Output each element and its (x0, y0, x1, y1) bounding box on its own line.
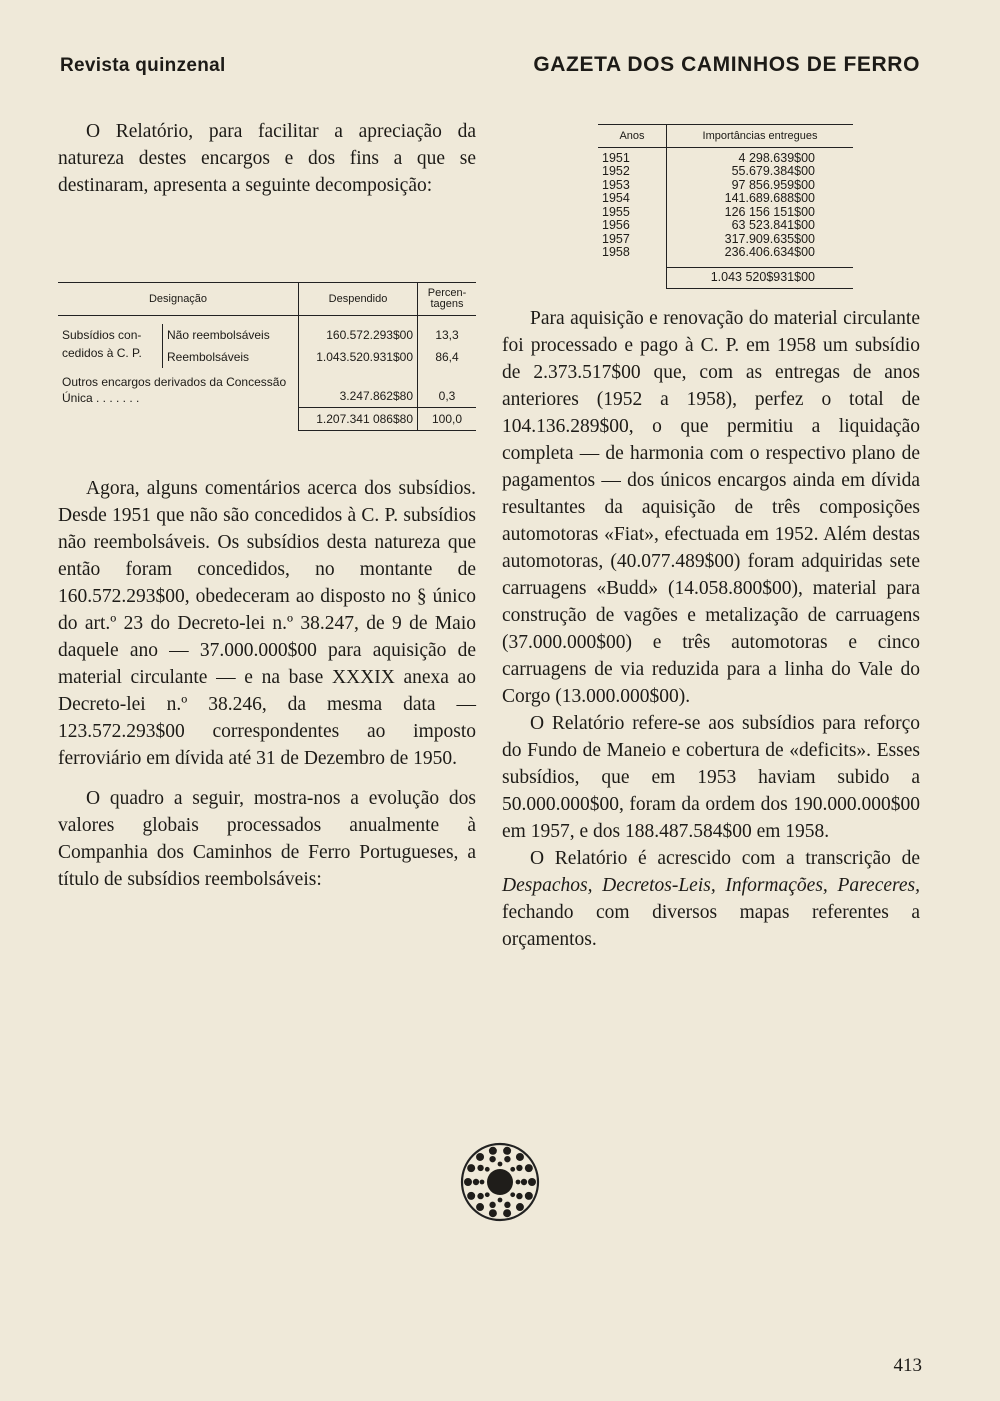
amount-cell: 55.679.384$00 (667, 165, 854, 179)
total-amount: 1.207.341 086$80 (299, 408, 418, 431)
row-amount: 160.572.293$00 (299, 324, 418, 346)
col-importancias: Importâncias entregues (667, 125, 854, 148)
year-cell: 1958 (602, 245, 630, 259)
table-row (598, 246, 853, 260)
intro-paragraph-block (58, 118, 476, 199)
table-row (598, 219, 853, 233)
col-designacao: Designação (58, 283, 299, 316)
page-number: 413 (893, 1355, 922, 1376)
table-row (598, 179, 853, 193)
paragraph: O quadro a seguir, mostra-nos a evolução dos valores globais processados anualmente à Companhia dos Caminhos de Ferro Portugueses, a título de subsídios reembolsáveis: (58, 788, 476, 890)
running-header-left: Revista quinzenal (60, 55, 226, 76)
row-pct: 0,3 (418, 368, 477, 408)
decomposition-table (58, 282, 476, 431)
amount-cell: 236.406.634$00 (667, 246, 854, 260)
paragraph: Agora, alguns comentários acerca dos subsídios. Desde 1951 que não são concedidos à C. P. subsídios não reembolsáveis. Os subsídios desta natureza que então foram concedidos, no montante de 160.572.293$00, obedeceram ao disposto no § único do art.º 23 do Decreto-lei n.º 38.247, de 9 de Maio daquele ano — 37.000.000$00 para aquisição de material circulante — e na base XXXIX anexa ao Decreto-lei n.º 38.246, da mesma data — 123.572.293$00 correspondentes ao imposto ferroviário em dívida até 31 de Dezembro de 1950. (58, 478, 476, 769)
table-row (598, 206, 853, 220)
amount-cell: 63 523.841$00 (667, 219, 854, 233)
rosette-ornament-icon (458, 1140, 542, 1224)
amount-cell: 4 298.639$00 (667, 152, 854, 166)
amount-cell: 97 856.959$00 (667, 179, 854, 193)
table-row (58, 324, 476, 346)
group-label: Subsídios con- cedidos à C. P. (62, 327, 142, 360)
closing-paragraph: O Relatório é acrescido com a transcrição de Despachos, Decretos-Leis, Informações, Pareceres, fechando com diversos mapas referentes a orçamentos. (502, 848, 920, 950)
table-row (598, 192, 853, 206)
col-despendido: Despendido (299, 283, 418, 316)
intro-paragraph: O Relatório, para facilitar a apreciação da natureza destes encargos e dos fins a que se destinaram, apresenta a seguinte decomposição: (58, 121, 476, 196)
col-percentagens: Percen- tagens (418, 283, 477, 316)
row-label: Outros encargos derivados da Concessão Única . . . . . . . (62, 374, 287, 405)
row-label: Reembolsáveis (163, 346, 299, 368)
row-amount: 3.247.862$80 (299, 368, 418, 408)
table-total-row (58, 408, 476, 431)
table-row (598, 152, 853, 166)
table-total-row (598, 268, 853, 289)
total-amount: 1.043 520$931$00 (667, 268, 854, 289)
year-cell: 1951 (602, 150, 630, 165)
year-cell: 1957 (602, 231, 630, 246)
paragraph: Para aquisição e renovação do material circulante foi processado e pago à C. P. em 1958 um subsídio de 2.373.517$00 que, com as entregas de anos anteriores (1952 a 1958), perfez o total de 104.136.289$00, o que permitiu a liquidação completa — de harmonia com o respectivo plano de pagamentos — dos únicos encargos ainda em dívida resultantes da aquisição de três composições automotoras «Fiat», efectuada em 1952. Além destas automotoras, (40.077.489$00) foram adquiridas sete carruagens «Budd» (14.058.800$00), material para construção de vagões e metalização de carruagens (37.000.000$00) e três automotoras e cinco carruagens de via reduzida para a linha do Vale do Corgo (13.000.000$00). (502, 308, 920, 707)
year-cell: 1956 (602, 218, 630, 232)
total-pct: 100,0 (418, 408, 477, 431)
running-header-title: GAZETA DOS CAMINHOS DE FERRO (533, 53, 920, 76)
paragraph: O Relatório refere-se aos subsídios para reforço do Fundo de Maneio e cobertura de «deficits». Esses subsídios, que em 1953 haviam subido a 50.000.000$00, foram da ordem dos 190.000.000$00 em 1957, e dos 188.487.584$00 em 1958. (502, 713, 920, 842)
table-row (58, 368, 476, 408)
year-cell: 1953 (602, 177, 630, 192)
table-row (598, 233, 853, 247)
row-amount: 1.043.520.931$00 (299, 346, 418, 368)
year-cell: 1954 (602, 191, 630, 205)
year-cell: 1955 (602, 204, 630, 219)
col-anos: Anos (598, 125, 667, 148)
amount-cell: 141.689.688$00 (667, 192, 854, 206)
table-row (598, 165, 853, 179)
amount-cell: 126 156 151$00 (667, 206, 854, 220)
right-body-text (502, 305, 920, 953)
annual-subsidies-table (598, 124, 853, 289)
row-label: Não reembolsáveis (163, 324, 299, 346)
amount-cell: 317.909.635$00 (667, 233, 854, 247)
left-body-text (58, 475, 476, 893)
row-pct: 13,3 (418, 324, 477, 346)
row-pct: 86,4 (418, 346, 477, 368)
year-cell: 1952 (602, 164, 630, 178)
